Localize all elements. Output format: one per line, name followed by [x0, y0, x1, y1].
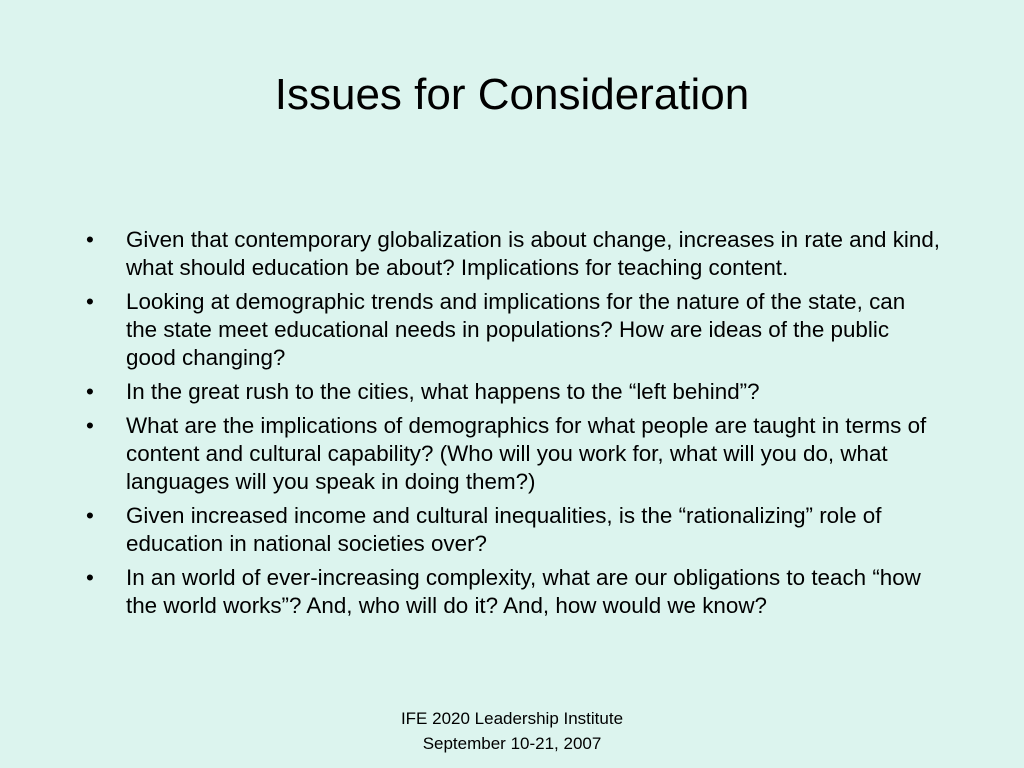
bullet-dot-icon: • — [86, 413, 94, 438]
bullet-dot-icon: • — [86, 379, 94, 404]
slide-footer — [0, 706, 1024, 756]
footer-line-1: IFE 2020 Leadership Institute — [400, 709, 624, 728]
bullet-dot-icon: • — [86, 503, 94, 528]
bullet-item — [82, 378, 942, 406]
bullet-item — [82, 288, 942, 372]
bullet-dot-icon: • — [86, 227, 94, 252]
bullet-item — [82, 564, 942, 620]
slide-title: Issues for Consideration — [274, 70, 750, 119]
bullet-text: In an world of ever-increasing complexity, what are our obligations to teach “how the world works”? And, who will do it? And, how would we know? — [126, 565, 921, 618]
bullet-text: What are the implications of demographics for what people are taught in terms of content and cultural capability? (Who will you work for, what will you do, what languages will you speak in doing them?) — [126, 413, 927, 494]
bullet-text: Looking at demographic trends and implications for the nature of the state, can the state meet educational needs in populations? How are ideas of the public good changing? — [126, 289, 906, 370]
bullet-text: Given increased income and cultural inequalities, is the “rationalizing” role of education in national societies over? — [126, 503, 882, 556]
bullet-text: Given that contemporary globalization is about change, increases in rate and kind, what should education be about? Implications for teaching content. — [126, 227, 941, 280]
footer-line-2: September 10-21, 2007 — [422, 734, 602, 753]
bullet-text: In the great rush to the cities, what happens to the “left behind”? — [126, 379, 760, 404]
bullet-dot-icon: • — [86, 289, 94, 314]
bullet-item — [82, 502, 942, 558]
bullet-list — [82, 226, 942, 626]
bullet-dot-icon: • — [86, 565, 94, 590]
bullet-item — [82, 412, 942, 496]
bullet-item — [82, 226, 942, 282]
